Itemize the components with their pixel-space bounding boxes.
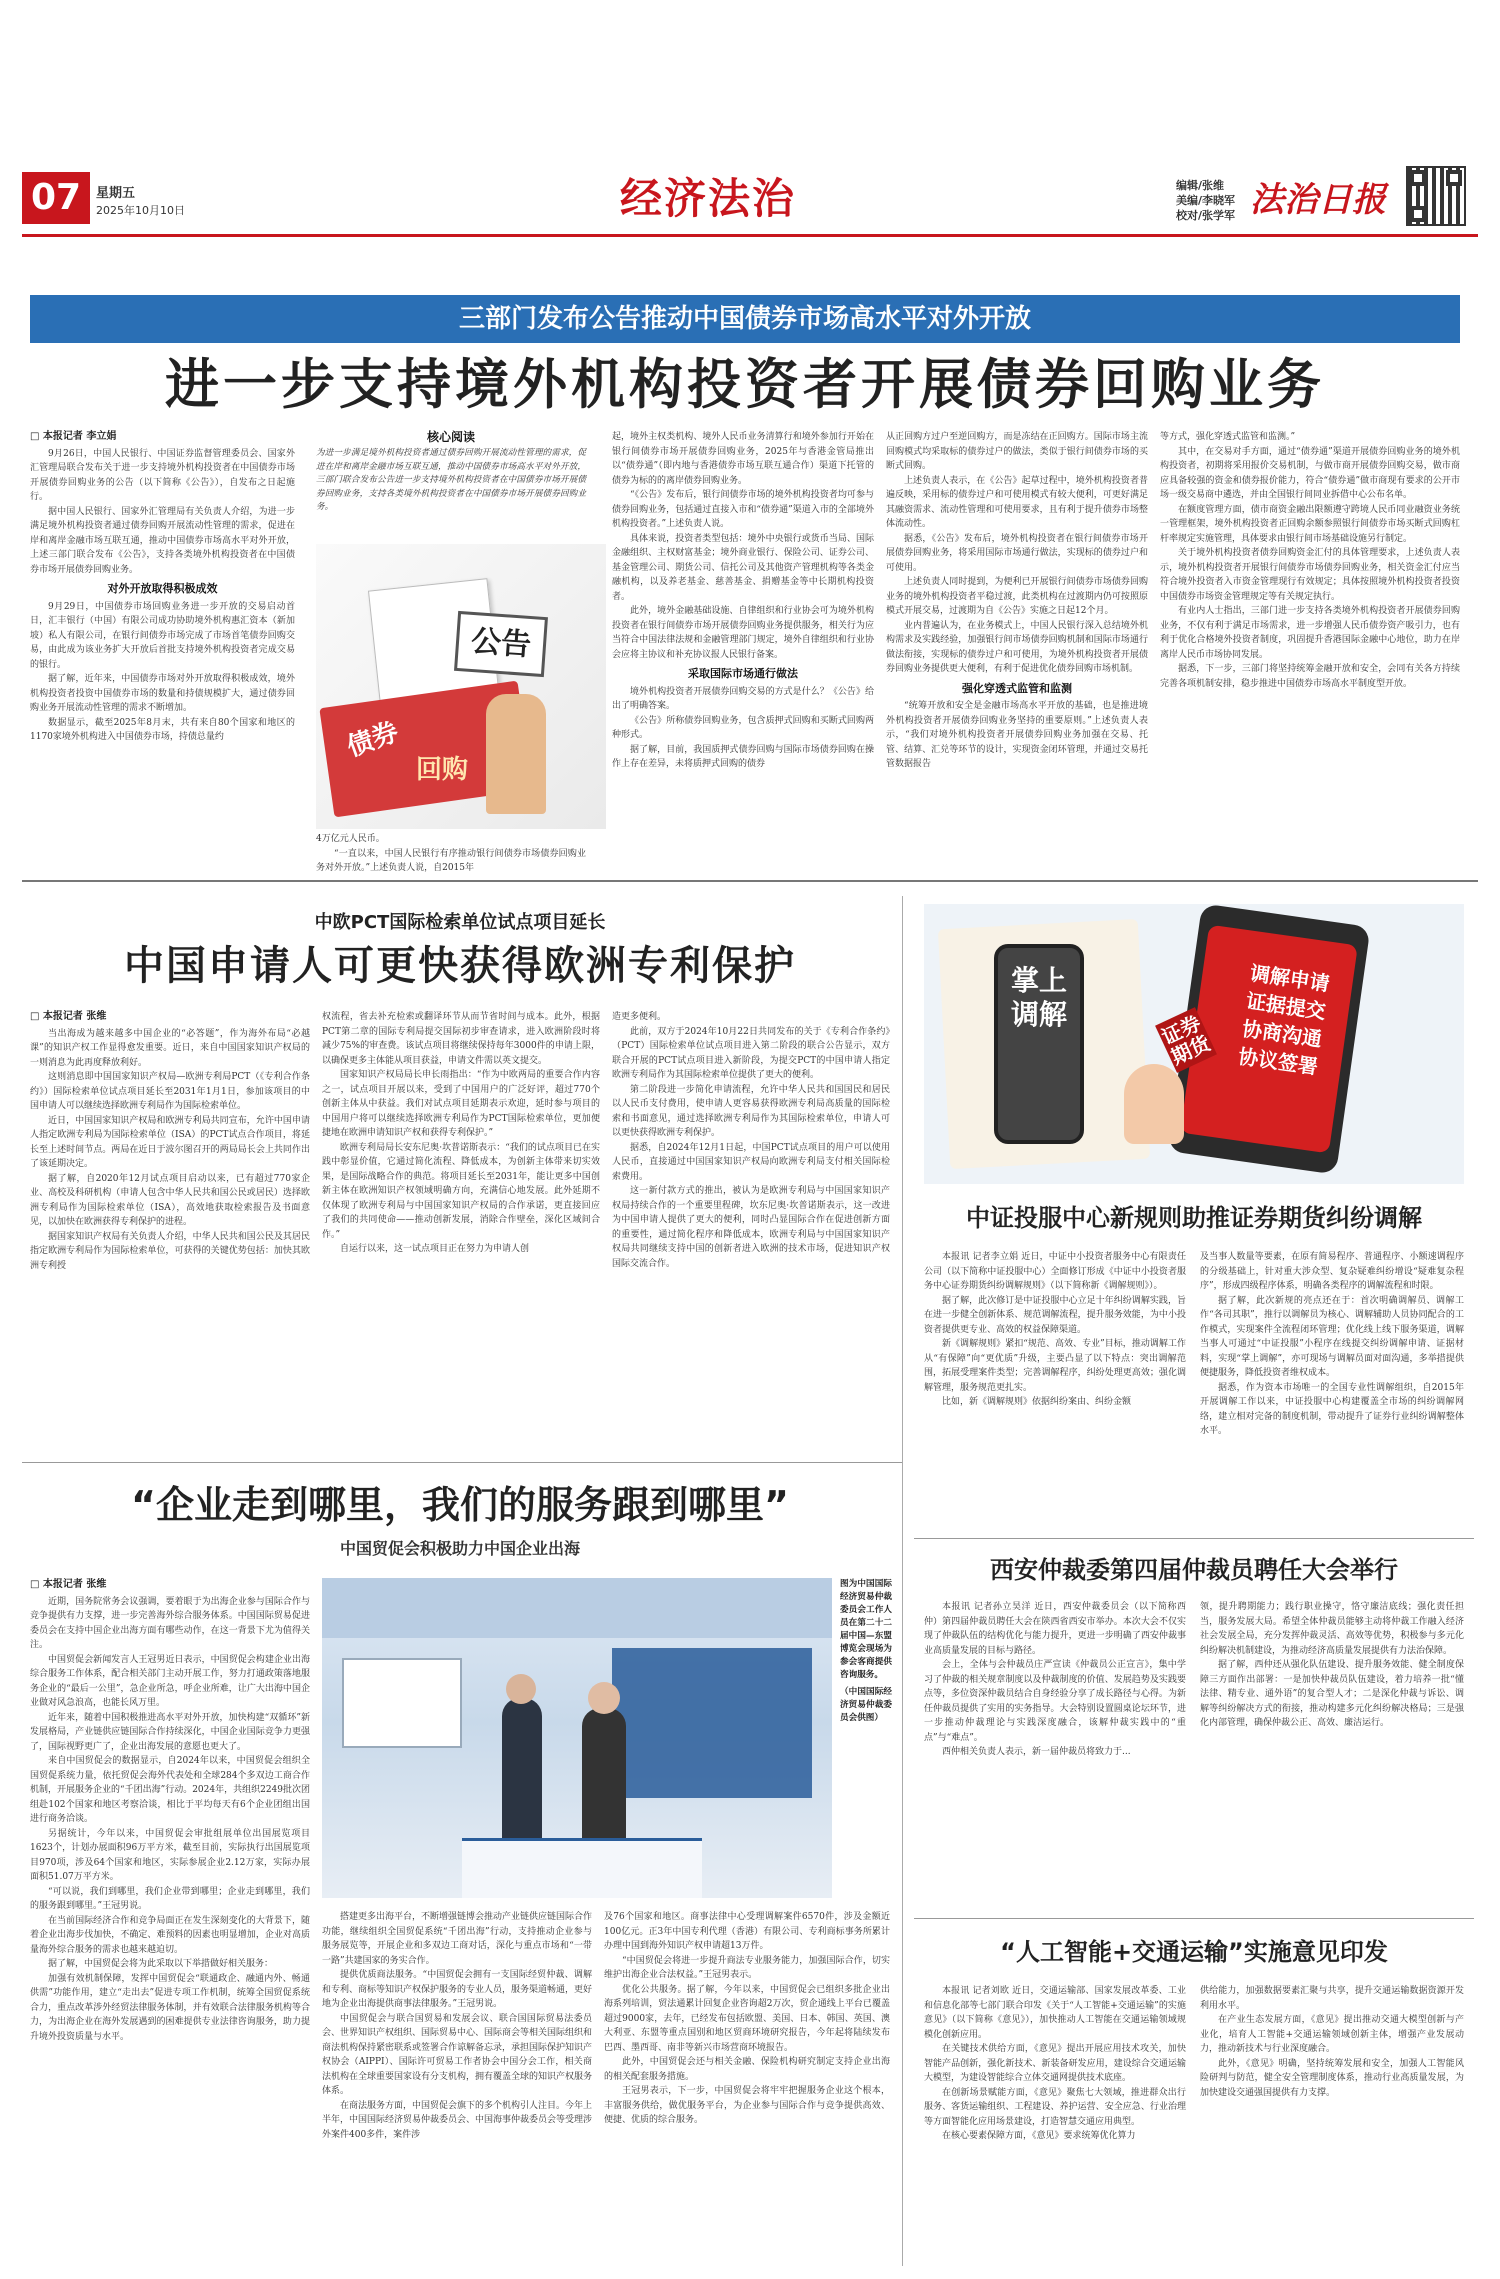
mediation-step: 证据提交 [1244,988,1328,1024]
proofreader-credit: 校对/张学军 [1176,209,1236,222]
paragraph: 另据统计，今年以来，中国贸促会审批组展单位出国展览项目1623个，计划办展面积96万平方米，截至目前，实际执行出国展览项目970项，涉及64个国家和地区，实际参展企业2.12万家，实际办展面积51.07万平方米。 [30,1828,310,1882]
section-divider [22,1462,902,1463]
paragraph: 本报讯 记者李立娟 近日，中证中小投资者服务中心有限责任公司（以下简称中证投服中心）全面修订形成《中证中小投资者服务中心证券期货纠纷调解规则》（以下简称新《调解规则》）。 [924,1252,1186,1291]
securities-futures-badge: 证券期货 [1155,1007,1217,1073]
paragraph: “可以说，我们到哪里，我们企业带到哪里；企业走到哪里，我们的服务跟到哪里。”王冠男说。 [30,1886,310,1911]
paragraph: 等方式，强化穿透式监管和监测。” [1160,432,1296,442]
paragraph: 有业内人士指出，三部门进一步支持各类境外机构投资者开展债券回购业务，不仅有利于满足市场需求，进一步增强人民币债券资产吸引力，也有利于优化合格境外投资者制度，巩固提升香港国际金融中心地位，助力在岸离岸人民币市场协同发展。 [1160,606,1460,660]
article1-column-1 [30,430,295,860]
article2-kicker: 中欧PCT国际检索单位试点项目延长 [314,912,606,933]
mediation-steps [1237,959,1332,1081]
masthead-rule [22,234,1478,237]
byline: □ 本报记者 李立娟 [30,431,117,442]
paragraph: 据了解，此次修订是中证投服中心立足十年纠纷调解实践，旨在进一步健全创新体系、规范调解流程，提升服务效能，为中小投资者提供更专业、高效的权益保障渠道。 [924,1295,1186,1335]
article4-column-2 [1200,1250,1464,1525]
paragraph: 本报讯 记者孙立昊洋 近日，西安仲裁委员会（以下简称西仲）第四届仲裁员聘任大会在陕西省西安市举办。本次大会不仅实现了仲裁队伍的结构优化与能力提升，更进一步明确了西安仲裁事业高质量发展的目标与路径。 [924,1602,1186,1656]
editor-credit: 编辑/张维 [1176,179,1225,192]
article1-column-3 [612,430,874,860]
paragraph: 业内普遍认为，在业务模式上，中国人民银行深入总结境外机构需求及实践经验，加强银行间市场债券回购机制和国际市场通行做法衔接，实现标的债券过户和可使用，为境外机构投资者开展债券回购业务提供更大便利，有利于促进优化债券回购市场机制。 [886,620,1148,674]
paragraph: “统筹开放和安全是金融市场高水平开放的基础，也是推进境外机构投资者开展债券回购业务坚持的重要原则。”上述负责人表示，“我们对境外机构投资者开展债券回购业务加强在交易、托管、结算、汇兑等环节的设计，实现资金闭环管理，并通过交易托管数据报告 [886,701,1148,769]
paragraph: 据了解，西仲还从强化队伍建设、提升服务效能、健全制度保障三方面作出部署：一是加快仲裁员队伍建设，着力培养一批“懂法律、精专业、通外语”的复合型人才；二是深化仲裁与诉讼、调解等纠纷解决方式的衔接，推动构建多元化纠纷解决格局；三是强化内部管理，确保仲裁公正、高效、廉洁运行。 [1200,1660,1464,1728]
paragraph: 具体来说，投资者类型包括：境外中央银行或货币当局、国际金融组织、主权财富基金；境外商业银行、保险公司、证券公司、基金管理公司、期货公司、信托公司及其他资产管理机构等各类金融机构，以及养老基金、慈善基金、捐赠基金等中长期机构投资者。 [612,533,874,602]
caption-credit: （中国国际经济贸易仲裁委员会供图） [840,1687,892,1723]
paragraph: 新《调解规则》紧扣“规范、高效、专业”目标，推动调解工作从“有保障”向“更优质”升级，主要凸显了以下特点：突出调解范围，拓展受理案件类型；完善调解程序，纠纷处理更高效；强化调解管理，服务规范更扎实。 [924,1339,1186,1393]
article1-headline: 进一步支持境外机构投资者开展债券回购业务 [165,353,1325,416]
paragraph: 欧洲专利局局长安东尼奥·坎普诺斯表示：“我们的试点项目已在实践中彰显价值，它通过简化流程、降低成本，为创新主体带来切实效果，是国际战略合作的典范。将项目延长至2031年，能让更多中国创新主体在欧洲知识产权领域明确方向，充满信心地发展。此外延期不仅体现了欧洲专利局与中国国家知识产权局的合作承诺，更直接回应了我们的共同使命——推动创新发展，消除合作壁垒，深化区域间合作。” [322,1142,600,1240]
paragraph: 在创新场景赋能方面，《意见》聚焦七大领域，推进群众出行服务、客货运输组织、工程建设、养护运营、安全应急、行业治理等方面智能化应用场景建设，打造智慧交通应用典型。 [924,2087,1186,2127]
article2-column-1 [30,1010,310,1450]
section-divider [22,880,1478,882]
paragraph: 这一新付款方式的推出，被认为是欧洲专利局与中国国家知识产权局持续合作的一个重要里程碑，坎东尼奥·坎普诺斯表示，这一改进为中国申请人提供了更大的便利，同时凸显国际合作在促进创新方面的重要性，通过简化程序和降低成本，欧洲专利局与中国国家知识产权局共同继续支持中国的创新者进入欧洲的技术市场，促进知识产权国际交流合作。 [612,1186,890,1269]
article5-headline: 西安仲裁委第四届仲裁员聘任大会举行 [990,1556,1398,1584]
byline: □ 本报记者 张维 [30,1011,107,1022]
article3-column-1 [30,1578,310,2258]
article2-headline: 中国申请人可更快获得欧洲专利保护 [124,943,796,989]
paragraph: 造更多便利。 [612,1012,667,1022]
paragraph: 据悉，《公告》发布后，境外机构投资者在银行间债券市场开展债券回购业务，将采用国际市场通行做法，实现标的债券过户和可使用。 [886,533,1148,573]
paragraph: “一直以来，中国人民银行有序推动银行间债券市场债券回购业务对外开放。”上述负责人说，自2015年 [316,848,586,873]
paragraph: 关于境外机构投资者债券回购资金汇付的具体管理要求，上述负责人表示，境外机构投资者开展银行间债券市场债券回购业务，相关资金汇付应当符合境外投资者入市资金管理现行有效规定；具体按照境外机构投资者投资中国债券市场资金管理规定等有关规定执行。 [1160,548,1460,602]
paragraph: 此外，境外金融基础设施、自律组织和行业协会可为境外机构投资者在银行间债券市场开展债券回购业务提供服务，相关行为应当符合中国法律法规和金融管理部门规定，境外自律组织和行业协会应将主协议和补充协议报人民银行备案。 [612,606,874,660]
paragraph: 据悉，下一步，三部门将坚持统筹金融开放和安全，会同有关各方持续完善各项机制安排，稳步推进中国债券市场高水平制度型开放。 [1160,664,1460,689]
paragraph: 据了解，此次新规的亮点还在于：首次明确调解员、调解工作“各司其职”，推行以调解员为核心、调解辅助人员协同配合的工作模式，实现案件全流程闭环管理；优化线上线下服务渠道，调解当事人可通过“中证投服”小程序在线提交纠纷调解申请、证据材料，实现“掌上调解”，亦可现场与调解员面对面沟通，多举措提供便捷服务，降低投资者维权成本。 [1200,1295,1464,1378]
paragraph: 数据显示，截至2025年8月末，共有来自80个国家和地区的1170家境外机构进入中国债券市场，持债总量约 [30,717,295,742]
paragraph: 会上，全体与会仲裁员庄严宣读《仲裁员公正宣言》，集中学习了仲裁的相关规章制度以及仲裁制度的价值、发展趋势及实践要点等，多位资深仲裁员结合自身经验分享了成长路径与心得。为新任仲裁员提供了实用的实务指导。大会特别设置圆桌论坛环节，进一步推动仲裁理论与实践深度融合，该解仲裁实践中的“重点”与“难点”。 [924,1660,1186,1743]
article2-column-2 [322,1010,600,1450]
section-divider [914,1538,1474,1539]
paragraph: 来自中国贸促会的数据显示，自2024年以来，中国贸促会组织全国贸促系统力量，依托贸促会海外代表处和全球284个多双边工商合作机制，开展服务企业的“千团出海”行动。2024年，共组织2249批次团组赴102个国家和地区考察洽谈，相比于平均每天有6个企业团组出国进行商务洽谈。 [30,1756,311,1824]
mediation-step: 协商沟通 [1240,1016,1324,1052]
core-reading-label: 核心阅读 [426,430,475,444]
article2-column-3 [612,1010,890,1450]
article1-column-2 [316,832,586,873]
paragraph: 从正回购方过户至逆回购方，而是冻结在正回购方。国际市场主流回购模式均采取标的债券过户的做法，类似于银行间债券市场的买断式回购。 [886,432,1148,471]
paragraph: 9月29日，中国债券市场回购业务进一步开放的交易启动首日，汇丰银行（中国）有限公司成功协助境外机构惠汇资本（新加坡）私人有限公司，在银行间债券市场完成了市场首笔债券回购交易，由此成为该业务扩大开放后首批支持境外机构投资者完成交易的银行。 [30,601,295,670]
paragraph: 起，境外主权类机构、境外人民币业务清算行和境外参加行开始在银行间债券市场开展债券回购业务，2025年与香港金管局推出以“债券通”（即内地与香港债券市场互联互通合作）渠道下托管的债券为标的的离岸债券回购业务。 [612,432,874,486]
paragraph: 据悉，自2024年12月1日起，中国PCT试点项目的用户可以使用人民币，直接通过中国国家知识产权局向欧洲专利局支付相关国际检索费用。 [612,1142,890,1182]
bond-label: 债券 [343,716,403,763]
section-divider [914,1918,1474,1919]
paragraph: 在关键技术供给方面，《意见》提出开展应用技术攻关，加快智能产品创新，强化新技术、新装备研发应用，建设综合交通运输大模型，为建设智能综合立体交通网提供技术底座。 [924,2044,1186,2083]
kicker-text: 三部门发布公告推动中国债券市场高水平对外开放 [458,304,1031,334]
cietac-expo-photo [322,1578,832,1898]
newspaper-logo: 法治日报 [1250,180,1386,220]
paragraph: 当出海成为越来越多中国企业的“必答题”，作为海外布局“必越课”的知识产权工作显得愈发重要。近日，来自中国国家知识产权局的一则消息为此再度释放利好。 [30,1028,310,1068]
paragraph: 国家知识产权局局长申长雨指出：“作为中欧两局的重要合作内容之一，试点项目开展以来，受到了中国用户的广泛好评，超过770个创新主体从中获益。我们对试点项目延期表示欢迎，延时参与项目的中国用户将可以继续选择欧洲专利局作为PCT国际检索单位，更加便捷地在欧洲申请知识产权和获得专利保护。” [322,1070,600,1138]
paragraph: 《公告》所称债券回购业务，包含质押式回购和买断式回购两种形式。 [612,715,874,740]
paragraph: 本报讯 记者刘欧 近日，交通运输部、国家发展改革委、工业和信息化部等七部门联合印发《关于“人工智能+交通运输”的实施意见》（以下简称《意见》），加快推动人工智能在交通运输领域规模化创新应用。 [924,1986,1186,2040]
photo-caption [840,1578,892,1898]
paragraph: “中国贸促会将进一步提升商法专业服务能力，加强国际合作，切实维护出海企业合法权益。”王冠男表示。 [604,1955,890,1980]
article6-column-1 [924,1984,1186,2258]
paragraph: 优化公共服务。据了解，今年以来，中国贸促会已组织多批企业出海系列培训，贸法通累计回复企业咨询超2万次，贸企通线上平台已覆盖超过9000家，去年，已经发布包括欧盟、美国、日本、韩国、英国、澳大利亚、东盟等重点国别和地区贸商环境研究报告，今年起将陆续发布巴西、墨西哥、南非等新兴市场营商环境报告。 [604,1984,890,2053]
mobile-mediation-label: 掌上调解 [1010,964,1067,1031]
paragraph: 领，提升聘期能力；践行职业操守，恪守廉洁底线；强化责任担当，服务发展大局。希望全体仲裁员能够主动将仲裁工作融入经济社会发展全局，充分发挥仲裁灵活、高效等优势，积极参与多元化纠纷解决机制建设，为推动经济高质量发展提供有力法治保障。 [1200,1602,1464,1656]
mobile-mediation-illustration [924,904,1464,1184]
paragraph: 据国家知识产权局有关负责人介绍，中华人民共和国公民及其居民指定欧洲专利局作为国际检索单位，可获得的关键优势包括：加快其欧洲专利授 [30,1231,310,1271]
article6-headline: “人工智能+交通运输”实施意见印发 [1000,1938,1388,1966]
mediation-step: 调解申请 [1248,960,1332,996]
paragraph: 境外机构投资者开展债券回购交易的方式是什么？《公告》给出了明确答案。 [612,686,874,711]
kicker-banner [30,295,1460,343]
page-number: 07 [30,177,82,218]
paragraph: 及76个国家和地区。商事法律中心受理调解案件6570件，涉及金额近100亿元。正3年中国专利代理（香港）有限公司、专利商标事务所累计办理中国到海外知识产权申请超13万件。 [604,1912,890,1951]
paragraph: 加强有效机制保障，发挥中国贸促会“联通政企、融通内外、畅通供需”功能作用，建立“走出去”促进专项工作机制，统筹全国贸促系统合力，重点改革涉外经贸法律服务体制，并有效联合法律服务机构等合力，为出海企业在海外发展遇到的困难提供专业法律咨询服务，助力提升境外投资质量与水平。 [30,1973,310,2042]
article1-column-5 [1160,430,1460,860]
column-divider [902,896,903,2266]
article4-column-1 [924,1250,1186,1525]
paragraph: 此外，《意见》明确，坚持统筹发展和安全，加强人工智能风险研判与防范，健全安全管理制度体系，推动行业高质量发展，为加快建设交通强国提供有力支撑。 [1200,2058,1464,2098]
paragraph: 此前，双方于2024年10月22日共同发布的关于《专利合作条约》（PCT）国际检索单位试点项目进入第二阶段的联合公告显示，双方联合开展的PCT试点项目进入新阶段，为提交PCT的中国申请人指定欧洲专利局作为其国际检索单位提供了更大的便利。 [612,1026,890,1080]
article5-column-1 [924,1600,1186,1890]
article1-column-4 [886,430,1148,860]
paragraph: 西仲相关负责人表示，新一届仲裁员将致力于... [942,1747,1131,1757]
paragraph: 据了解，中国贸促会将为此采取以下举措做好相关服务： [48,1959,274,1969]
paragraph: “《公告》发布后，银行间债券市场的境外机构投资者均可参与债券回购业务，包括通过直接入市和“债券通”渠道入市的全部境外机构投资者。”上述负责人说。 [612,490,874,529]
designer-credit: 美编/李晓军 [1176,194,1236,207]
paragraph: 在商法服务方面，中国贸促会旗下的多个机构引人注目。今年上半年，中国国际经济贸易仲裁委员会、中国海事仲裁委员会等受理涉外案件400多件，案件涉 [322,2100,593,2140]
core-reading-box [316,428,586,540]
article3-subheadline: 中国贸促会积极助力中国企业出海 [339,1539,580,1558]
section-title: 经济法治 [620,174,797,223]
editor-credits [1176,178,1235,223]
paragraph: 权流程，省去补充检索或翻译环节从而节省时间与成本。此外，根据PCT第二章的国际专利局提交国际初步审查请求，进入欧洲阶段时将减少75%的审查费。该试点项目将继续保持每年3000件的申请上限，以确保更多主体能从项目获益，申请文件需以英文提交。 [322,1012,600,1066]
paragraph: 中国贸促会新闻发言人王冠男近日表示，中国贸促会构建企业出海综合服务工作体系，配合相关部门主动开展工作，努力打通政策落地服务企业的“最后一公里”，急企业所急，呼企业所难，让广大出海中国企业做对风急浪高，也能长风万里。 [30,1654,310,1708]
paragraph: 搭建更多出海平台，不断增强链博会推动产业链供应链国际合作功能，继续组织全国贸促系统“千团出海”行动，支持推动企业参与服务展览等，开展企业和多双边工商对话，深化与重点市场和“一带一路”共建国家的务实合作。 [322,1912,593,1966]
paragraph: 王冠男表示，下一步，中国贸促会将牢牢把握服务企业这个根本，丰富服务供给，做优服务平台，为企业参与国际合作与竞争提供高效、便捷、优质的综合服务。 [604,2086,890,2125]
paragraph: 上述负责人同时提到，为便利已开展银行间债券市场债券回购业务的境外机构投资者平稳过渡，此类机构在过渡期内仍可按照原模式开展交易，过渡期为自《公告》实施之日起12个月。 [886,577,1148,616]
caption-text: 图为中国国际经济贸易仲裁委员会工作人员在第二十二届中国—东盟博览会现场为参会客商提供咨询服务。 [840,1579,892,1680]
repo-label: 回购 [416,755,469,785]
article3-column-2 [322,1910,592,2258]
article3-headline: “企业走到哪里，我们的服务跟到哪里” [131,1483,789,1527]
paragraph: 在核心要素保障方面，《意见》要求统筹优化算力 [942,2131,1136,2141]
paragraph: 据了解，自2020年12月试点项目启动以来，已有超过770家企业、高校及科研机构（申请人包含中华人民共和国公民或居民）选择欧洲专利局作为国际检索单位（ISA），高效地获取检索报告及书面意见，以加快在欧洲获得专利保护的进程。 [30,1173,310,1227]
paragraph: 据中国人民银行、国家外汇管理局有关负责人介绍，为进一步满足境外机构投资者通过债券回购开展流动性管理的需求，促进在岸和离岸金融市场互联互通，推动中国债券市场高水平对外开放，上述三部门联合发布《公告》，支持各类境外机构投资者在中国债券市场开展债券回购业务。 [30,506,295,575]
paragraph: 供给能力，加强数据要素汇聚与共享，提升交通运输数据资源开发利用水平。 [1200,1986,1464,2011]
paragraph: 中国贸促会与联合国贸易和发展会议、联合国国际贸易法委员会、世界知识产权组织、国际贸易中心、国际商会等相关国际组织和商法机构保持紧密联系或签署合作谅解备忘录，承担国际保护知识产权协会（AIPPI）、国际许可贸易工作者协会中国分会工作，相关商法机构在全球重要国家设有分支机构，拥有覆盖全球的知识产权服务体系。 [322,2013,593,2096]
paragraph: 9月26日，中国人民银行、中国证券监督管理委员会、国家外汇管理局联合发布关于进一步支持境外机构投资者在中国债券市场开展债券回购业务的公告（以下简称《公告》），自发布之日起施行。 [30,448,295,502]
paragraph: 自运行以来，这一试点项目正在努力为申请人创 [340,1244,530,1254]
page-number-badge [22,172,90,224]
bond-announcement-illustration [316,544,606,829]
paragraph: 近期，国务院常务会议强调，要着眼于为出海企业参与国际合作与竞争提供有力支撑，进一步完善海外综合服务体系。中国国际贸易促进委员会在支持中国企业出海方面有哪些动作，在这一背景下尤为值得关注。 [30,1596,310,1650]
paragraph: 在产业生态发展方面，《意见》提出推动交通大模型创新与产业化，培育人工智能+交通运输领域创新主体，增强产业发展动力，推动新技术与行业深度融合。 [1200,2015,1464,2054]
paragraph: 据悉，作为资本市场唯一的全国专业性调解组织，自2015年开展调解工作以来，中证投服中心构建覆盖全市场的纠纷调解网络，建立相对完备的制度机制，带动提升了证券行业纠纷调解整体水平。 [1200,1382,1464,1436]
issue-date: 2025年10月10日 [96,204,185,217]
paragraph: 比如，新《调解规则》依据纠纷案由、纠纷金额 [942,1397,1132,1407]
paragraph: 在额度管理方面，债市商资金融出限额遵守跨境人民币同业融资业务统一管理框架，境外机构投资者正回购余额参照银行间债券市场买断式回购杠杆率规定实施管理，具体要求由银行间市场基础设施另行制定。 [1160,504,1460,544]
paragraph: 4万亿元人民币。 [316,834,385,844]
mediation-step: 协议签署 [1236,1044,1320,1080]
paragraph: 在当前国际经济合作和竞争局面正在发生深刻变化的大背景下，随着企业出海步伐加快，不确定、难预料的因素也明显增加，企业对高质量海外综合服务的需求也越来越迫切。 [30,1915,310,1955]
subheading: 强化穿透式监管和监测 [962,681,1072,695]
byline: □ 本报记者 张维 [30,1579,107,1590]
paragraph: 提供优质商法服务。“中国贸促会拥有一支国际经贸仲裁、调解和专利、商标等知识产权保护服务的专业人员，服务渠道畅通，更好地为企业出海提供商事法律服务。”王冠男说。 [322,1970,593,2009]
core-reading-text: 为进一步满足境外机构投资者通过债券回购开展流动性管理的需求，促进在岸和离岸金融市场互联互通，推动中国债券市场高水平对外开放，三部门联合发布公告进一步支持境外机构投资者在中国债券市场开展债券回购业务，支持各类境外机构投资者在中国债券市场开展债券回购业务。 [316,448,586,512]
weekday: 星期五 [96,186,136,201]
article5-column-2 [1200,1600,1464,1890]
article6-column-2 [1200,1984,1464,2258]
paragraph: 据了解，目前，我国质押式债券回购与国际市场债券回购在操作上存在差异，未将质押式回购的债券 [612,744,874,769]
paragraph: 第二阶段进一步简化申请流程，允许中华人民共和国国民和居民以人民币支付费用，使申请人更容易获得欧洲专利局高质量的国际检索和书面意见，通过选择欧洲专利局作为其国际检索单位，申请人可以更快获得欧洲专利保护。 [612,1084,890,1138]
paragraph: 其中，在交易对手方面，通过“债券通”渠道开展债券回购业务的境外机构投资者，初期将采用报价交易机制，与做市商开展债券回购交易，做市商应具备较强的资金和债券报价能力，符合“债券通”做市商现有要求的公开市场一级交易商中遴选，并由全国银行间同业拆借中心公布名单。 [1160,446,1460,500]
paragraph: 近年来，随着中国积极推进高水平对外开放，加快构建“双循环”新发展格局，产业链供应链国际合作持续深化，中国企业国际竞争力更强了，国际视野更广了，企业出海发展的意愿也更大了。 [30,1712,310,1752]
paragraph: 这则消息即中国国家知识产权局—欧洲专利局PCT（《专利合作条约》）国际检索单位试点项目延长至2031年1月1日，参加该项目的中国申请人可以继续选择欧洲专利局作为国际检索单位。 [30,1072,310,1111]
qr-code [1406,166,1466,226]
notice-sign: 公告 [454,611,548,677]
paragraph: 此外，中国贸促会还与相关金融、保险机构研究制定支持企业出海的相关配套服务措施。 [604,2057,890,2082]
paragraph: 上述负责人表示，在《公告》起草过程中，境外机构投资者普遍反映，采用标的债券过户和可使用模式有较大便利，可更好满足其融资需求、流动性管理和可使用要求，且有利于提升债券市场整体流动性。 [886,475,1148,529]
article4-headline: 中证投服中心新规则助推证券期货纠纷调解 [966,1204,1422,1232]
subheading: 采取国际市场通行做法 [688,667,798,680]
paragraph: 近日，中国国家知识产权局和欧洲专利局共同宣布，允许中国申请人指定欧洲专利局为国际检索单位（ISA）的PCT试点合作项目，将延长至上述时间节点。两局在近日于波尔图召开的两局局长会上共同作出了该延期决定。 [30,1115,310,1169]
article3-column-3 [604,1910,890,2258]
subheading: 对外开放取得积极成效 [107,582,218,595]
paragraph: 及当事人数量等要素，在原有简易程序、普通程序、小额速调程序的分级基础上，针对重大涉众型、复杂疑难纠纷增设“疑难复杂程序”，形成四级程序体系，明确各类程序的调解流程和时限。 [1200,1252,1464,1291]
paragraph: 据了解，近年来，中国债券市场对外开放取得积极成效，境外机构投资者投资中国债券市场的数量和持债规模扩大，通过债券回购业务开展流动性管理的需求不断增加。 [30,674,295,713]
